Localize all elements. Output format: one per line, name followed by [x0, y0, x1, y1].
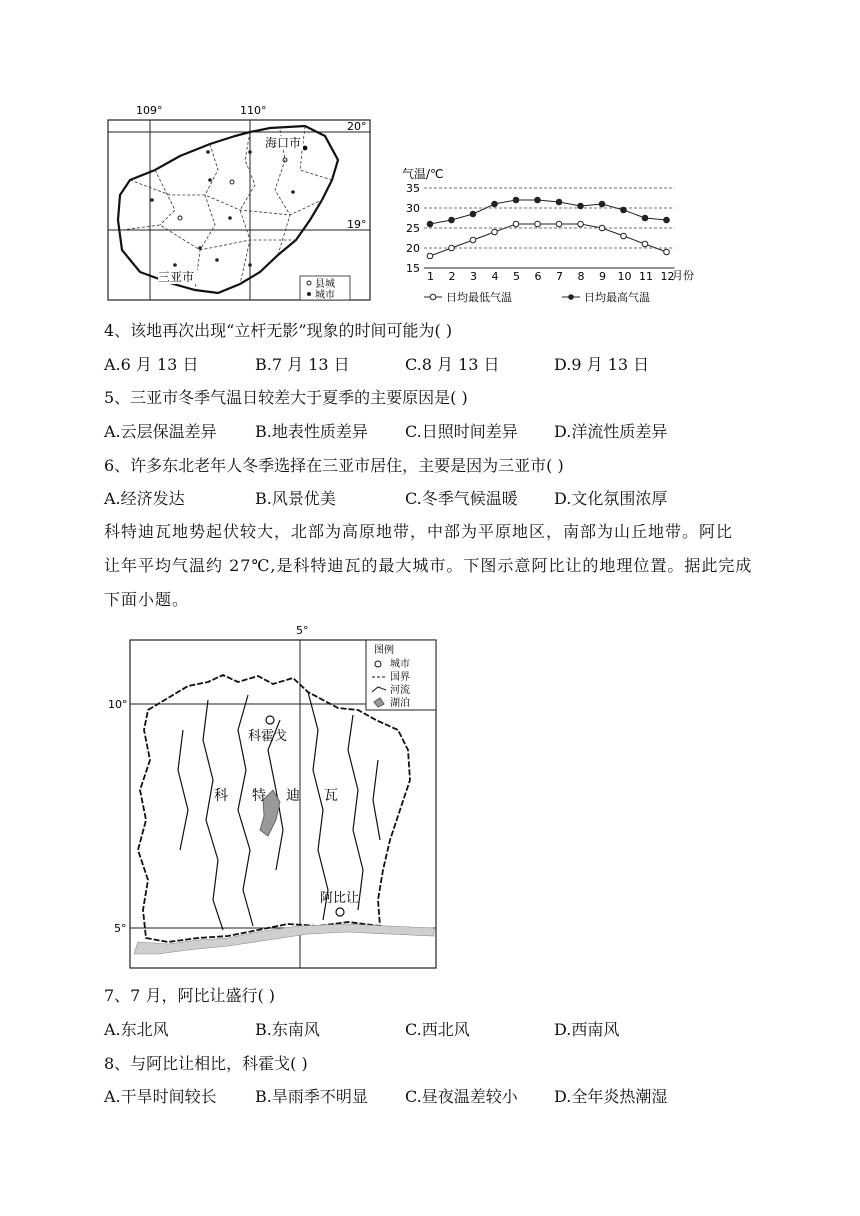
series-1-point-1 [427, 221, 433, 227]
series-0-point-5 [513, 221, 519, 227]
y-tick-20: 20 [406, 242, 420, 255]
question-5-option-d[interactable]: D.洋流性质差异 [554, 422, 668, 441]
x-tick-2: 2 [448, 270, 456, 283]
series-0-point-7 [556, 221, 562, 227]
series-1-point-3 [470, 211, 476, 217]
series-0-point-11 [642, 241, 648, 247]
x-tick-4: 4 [491, 270, 499, 283]
korhogo-city-marker [266, 716, 274, 724]
city-abidjan: 阿比让 [320, 891, 360, 906]
lat-label-5: 5° [114, 922, 127, 935]
question-4-stem: 4、该地再次出现“立杆无影”现象的时间可能为( ) [104, 321, 453, 340]
series-0-point-6 [535, 221, 541, 227]
country-char-3: 迪 [286, 788, 300, 804]
question-4-option-a[interactable]: A.6 月 13 日 [104, 355, 199, 374]
passage-line-3: 下面小题。 [104, 590, 190, 609]
question-7-option-c[interactable]: C.西北风 [405, 1020, 470, 1039]
series-0-point-4 [492, 229, 498, 235]
question-6-option-d[interactable]: D.文化氛围浓厚 [554, 489, 668, 508]
legend-title: 图例 [374, 645, 394, 656]
y-tick-30: 30 [406, 202, 420, 215]
city-haikou: 海口市 [265, 136, 302, 150]
question-8-option-d[interactable]: D.全年炎热潮湿 [554, 1087, 668, 1106]
x-tick-11: 11 [639, 270, 653, 283]
passage-line-2: 让年平均气温约 27℃,是科特迪瓦的最大城市。下图示意阿比让的地理位置。据此完成 [104, 556, 753, 575]
temperature-chart [398, 160, 708, 308]
question-5-option-c[interactable]: C.日照时间差异 [405, 422, 518, 441]
y-tick-15: 15 [406, 262, 420, 275]
x-tick-1: 1 [427, 270, 434, 283]
series-1-point-6 [535, 197, 541, 203]
x-tick-12: 12 [660, 270, 675, 283]
question-8-stem: 8、与阿比让相比，科霍戈( ) [104, 1054, 308, 1073]
chart-xlabel: 月份 [672, 269, 694, 282]
series-line-0 [430, 224, 667, 256]
series-1-point-11 [642, 215, 648, 221]
question-4-option-d[interactable]: D.9 月 13 日 [554, 355, 650, 374]
question-4-option-c[interactable]: C.8 月 13 日 [405, 355, 500, 374]
series-1-point-4 [492, 201, 498, 207]
question-5-stem: 5、三亚市冬季气温日较差大于夏季的主要原因是( ) [104, 388, 468, 407]
legend-item-city: 城市 [390, 659, 410, 670]
legend-series-low: 日均最低气温 [446, 291, 512, 304]
abidjan-city-marker [336, 908, 344, 916]
question-8-option-c[interactable]: C.昼夜温差较小 [405, 1087, 518, 1106]
passage-line-1: 科特迪瓦地势起伏较大，北部为高原地带，中部为平原地区，南部为山丘地带。阿比 [104, 522, 734, 541]
legend-item-border: 国界 [390, 672, 410, 683]
series-0-point-9 [599, 225, 605, 231]
x-tick-3: 3 [470, 270, 477, 283]
hainan-map [100, 100, 380, 305]
county-towns [150, 150, 295, 267]
legend-item-lake: 湖泊 [390, 698, 410, 709]
x-tick-7: 7 [556, 270, 563, 283]
y-tick-35: 35 [406, 182, 420, 195]
series-1-point-7 [556, 199, 562, 205]
question-7-option-a[interactable]: A.东北风 [104, 1020, 169, 1039]
county-seats [178, 158, 287, 220]
series-0-point-2 [449, 245, 455, 251]
series-0-point-3 [470, 237, 476, 243]
haikou-dot [303, 146, 308, 151]
lat-label-20: 20° [347, 120, 367, 133]
question-8-option-b[interactable]: B.旱雨季不明显 [255, 1087, 368, 1106]
series-0-point-12 [664, 249, 670, 255]
series-1-point-2 [449, 217, 455, 223]
island-outline [118, 126, 338, 293]
series-1-point-12 [664, 217, 670, 223]
y-tick-25: 25 [406, 222, 420, 235]
ivory-coast-map [108, 620, 440, 972]
series-line-1 [430, 200, 667, 224]
chart-ylabel: 气温/℃ [402, 167, 444, 181]
lon-label-110: 110° [240, 104, 267, 117]
series-1-point-10 [621, 207, 627, 213]
question-6-option-b[interactable]: B.风景优美 [255, 489, 336, 508]
x-tick-6: 6 [534, 270, 542, 283]
lat-label-19: 19° [347, 218, 367, 231]
question-4-option-b[interactable]: B.7 月 13 日 [255, 355, 350, 374]
legend-series-high: 日均最高气温 [584, 291, 650, 304]
series-1-point-5 [513, 197, 519, 203]
x-tick-10: 10 [617, 270, 632, 283]
x-tick-8: 8 [577, 270, 585, 283]
series-1-point-9 [599, 201, 605, 207]
series-1-point-8 [578, 203, 584, 209]
series-0-point-1 [427, 253, 433, 259]
question-8-option-a[interactable]: A.干旱时间较长 [104, 1087, 217, 1106]
question-6-stem: 6、许多东北老年人冬季选择在三亚市居住，主要是因为三亚市( ) [104, 456, 564, 475]
country-char-1: 科 [214, 788, 228, 804]
question-7-option-b[interactable]: B.东南风 [255, 1020, 320, 1039]
legend-county: 县城 [315, 279, 335, 290]
lon-label-5: 5° [296, 624, 309, 637]
country-char-4: 瓦 [324, 788, 338, 804]
city-sanya: 三亚市 [158, 270, 195, 284]
question-5-option-a[interactable]: A.云层保温差异 [104, 422, 217, 441]
question-7-stem: 7、7 月，阿比让盛行( ) [104, 986, 276, 1005]
lon-label-109: 109° [136, 104, 163, 117]
chart-legend [424, 290, 650, 304]
country-char-2: 特 [252, 788, 266, 804]
city-korhogo: 科霍戈 [248, 729, 288, 744]
series-0-point-10 [621, 233, 627, 239]
county-borders [122, 126, 332, 290]
lat-label-10: 10° [108, 698, 128, 711]
question-6-option-c[interactable]: C.冬季气候温暖 [405, 489, 518, 508]
x-tick-5: 5 [513, 270, 520, 283]
legend-city: 城市 [315, 290, 335, 301]
question-5-option-b[interactable]: B.地表性质差异 [255, 422, 368, 441]
series-0-point-8 [578, 221, 584, 227]
x-tick-9: 9 [599, 270, 606, 283]
question-7-option-d[interactable]: D.西南风 [554, 1020, 620, 1039]
legend-item-river: 河流 [390, 685, 410, 696]
question-6-option-a[interactable]: A.经济发达 [104, 489, 185, 508]
